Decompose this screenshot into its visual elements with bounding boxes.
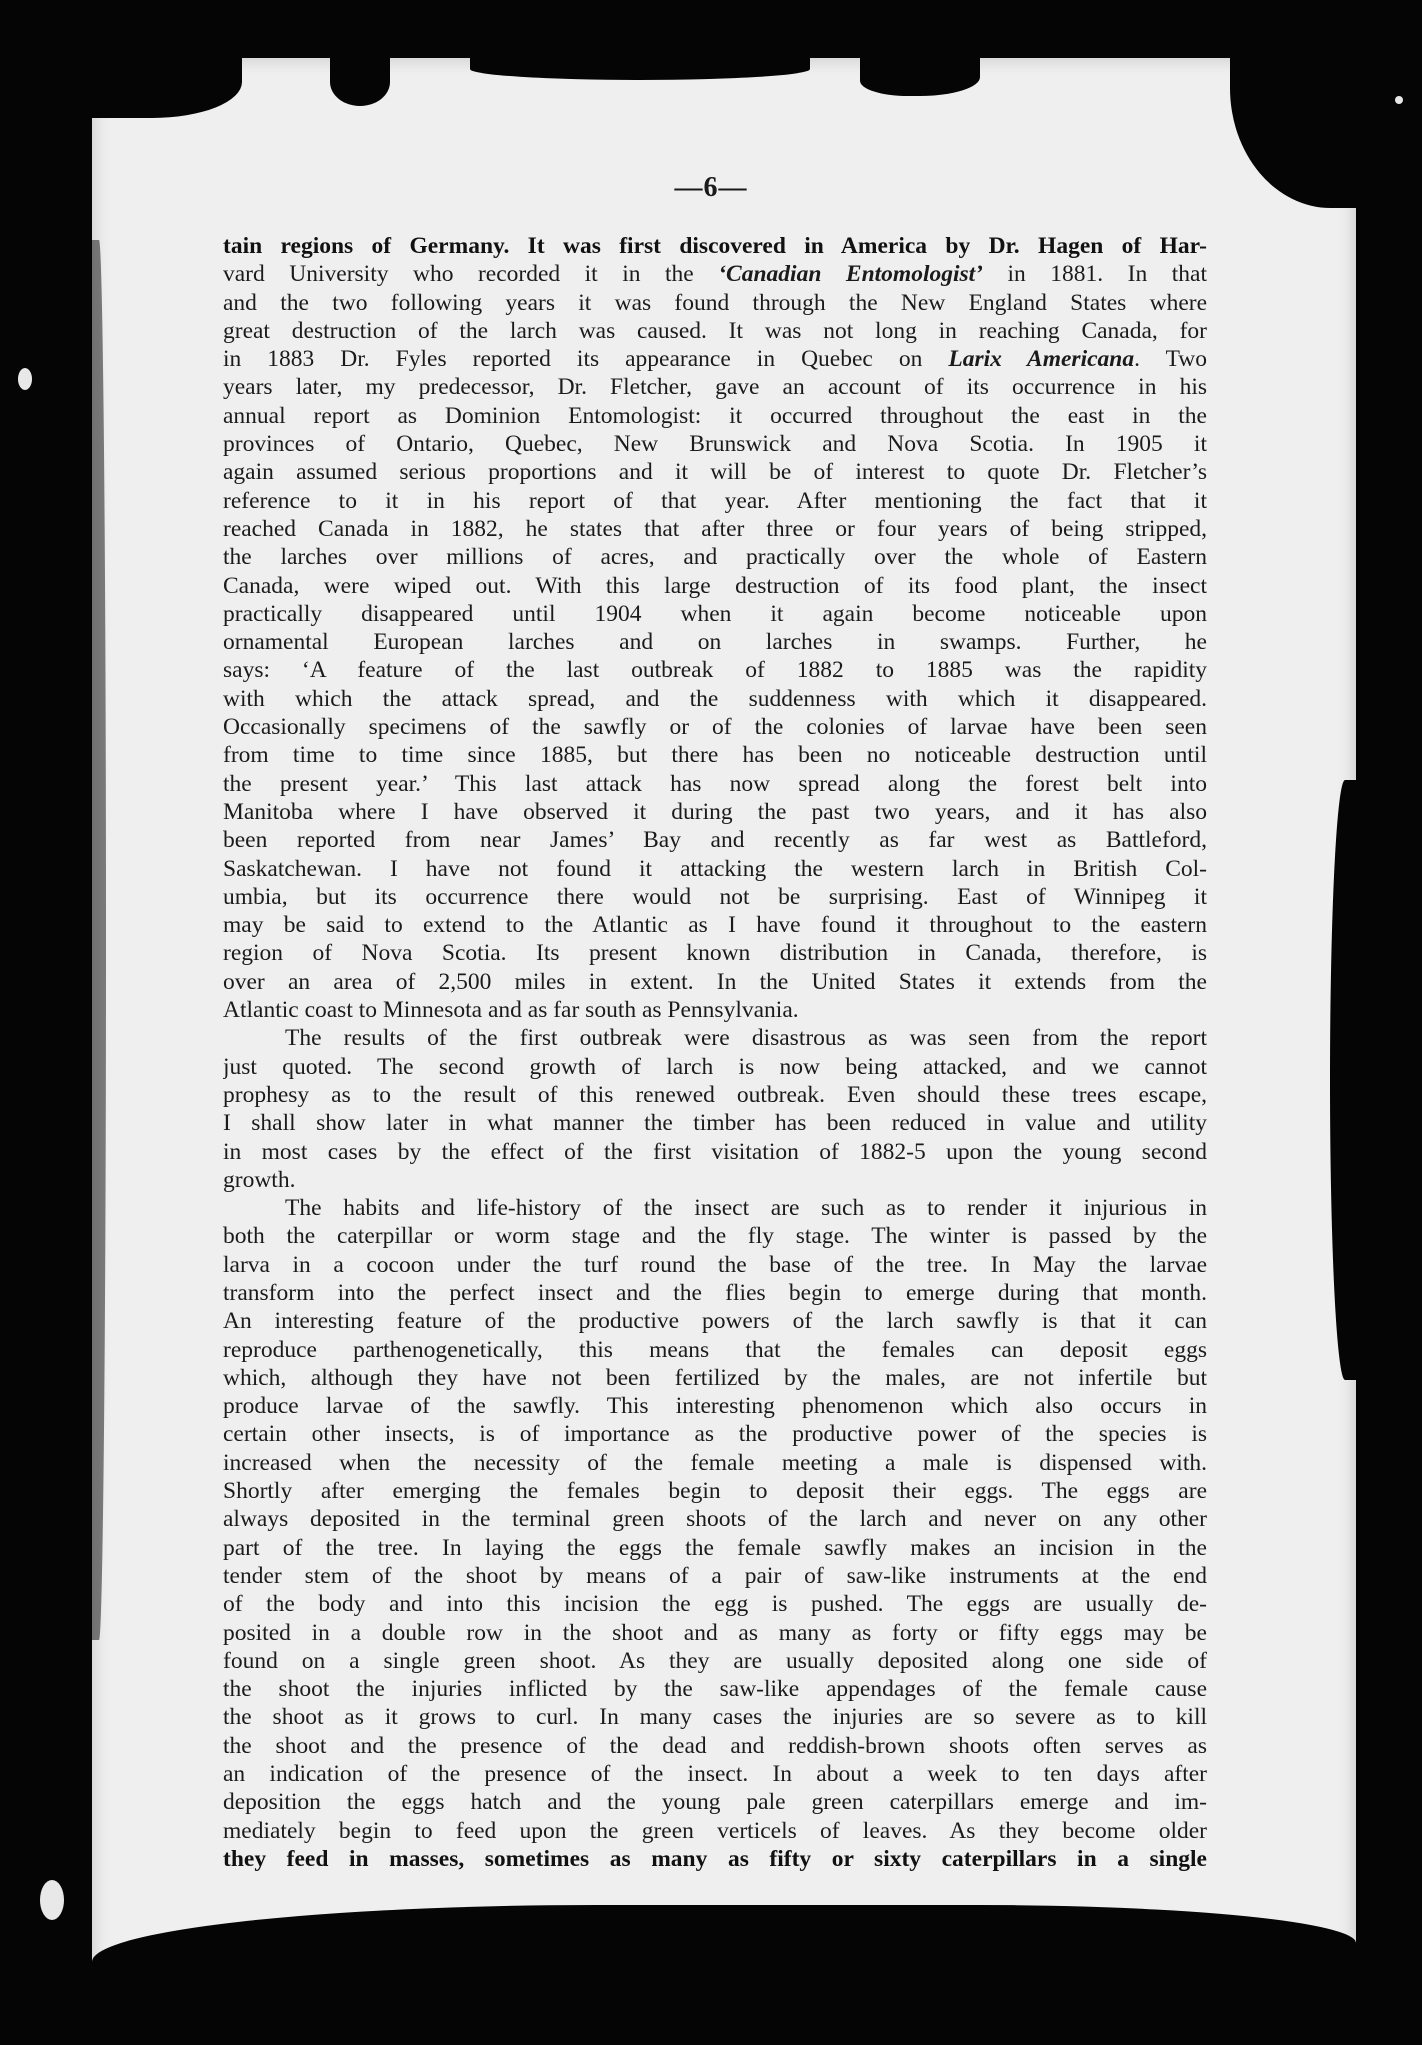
text-line: which, although they have not been fertilized by the males, are not infertile but: [223, 1364, 1207, 1391]
text-line: The habits and life-history of the insect are such as to render it injurious in: [285, 1195, 1207, 1222]
text-line: just quoted. The second growth of larch is now being attacked, and we cannot: [223, 1053, 1207, 1080]
text-line: Occasionally specimens of the sawfly or of the colonies of larvae have been seen: [223, 714, 1207, 741]
text-line: been reported from near James’ Bay and recently as far west as Battleford,: [223, 827, 1207, 854]
text-line: Manitoba where I have observed it during the past two years, and it has also: [223, 798, 1207, 825]
text-line: tain regions of Germany. It was first discovered in America by Dr. Hagen of Har-: [223, 233, 1207, 259]
text-line: with which the attack spread, and the suddenness with which it disappeared.: [223, 685, 1207, 712]
page-number: —6—: [674, 172, 748, 203]
torn-edge: [1330, 780, 1360, 1380]
text-line: increased when the necessity of the female meeting a male is dispensed with.: [223, 1449, 1207, 1476]
text-line: part of the tree. In laying the eggs the female sawfly makes an incision in the: [223, 1534, 1207, 1561]
text-line: an indication of the presence of the insect. In about a week to ten days after: [223, 1761, 1207, 1788]
text-line: Canada, were wiped out. With this large destruction of its food plant, the insect: [223, 572, 1207, 599]
text-line: growth.: [223, 1166, 296, 1193]
text-line: they feed in masses, sometimes as many as fifty or sixty caterpillars in a single: [223, 1845, 1207, 1872]
paper-fragment: [1395, 96, 1403, 104]
text-line: The results of the first outbreak were disastrous as was seen from the report: [285, 1025, 1207, 1052]
text-line: I shall show later in what manner the timber has been reduced in value and utility: [223, 1110, 1207, 1137]
torn-edge: [860, 58, 980, 96]
text-line: great destruction of the larch was caused. It was not long in reaching Canada, for: [223, 317, 1207, 344]
text-line: may be said to extend to the Atlantic as I have found it throughout to the eastern: [223, 912, 1207, 939]
text-line: from time to time since 1885, but there has been no noticeable destruction until: [223, 742, 1207, 769]
text-line: vard University who recorded it in the ‘Canadian Entomologist’ in 1881. In that: [223, 261, 1207, 288]
text-line: says: ‘A feature of the last outbreak of 1882 to 1885 was the rapidity: [223, 657, 1207, 684]
text-line: the larches over millions of acres, and practically over the whole of Eastern: [223, 544, 1207, 571]
torn-edge: [92, 1905, 1356, 2000]
text-line: mediately begin to feed upon the green verticels of leaves. As they become older: [223, 1817, 1207, 1844]
text-line: annual report as Dominion Entomologist: it occurred throughout the east in the: [223, 402, 1207, 429]
text-line: larva in a cocoon under the turf round the base of the tree. In May the larvae: [223, 1251, 1207, 1278]
text-line: provinces of Ontario, Quebec, New Brunswick and Nova Scotia. In 1905 it: [223, 431, 1207, 458]
text-line: umbia, but its occurrence there would not be surprising. East of Winnipeg it: [223, 883, 1207, 910]
text-line: An interesting feature of the productive powers of the larch sawfly is that it can: [223, 1308, 1207, 1335]
text-line: certain other insects, is of importance as the productive power of the species is: [223, 1421, 1207, 1448]
text-line: in 1883 Dr. Fyles reported its appearance in Quebec on Larix Americana. Two: [223, 346, 1207, 373]
text-line: reproduce parthenogenetically, this means that the females can deposit eggs: [223, 1336, 1207, 1363]
text-line: the present year.’ This last attack has now spread along the forest belt into: [223, 770, 1207, 797]
text-line: reference to it in his report of that year. After mentioning the fact that it: [223, 487, 1207, 514]
text-line: produce larvae of the sawfly. This interesting phenomenon which also occurs in: [223, 1393, 1207, 1420]
text-line: and the two following years it was found through the New England States where: [223, 289, 1207, 316]
text-line: reached Canada in 1882, he states that after three or four years of being stripped,: [223, 515, 1207, 542]
page-shadow: [92, 240, 106, 1640]
body-text: [223, 232, 1207, 1873]
text-line: of the body and into this incision the egg is pushed. The eggs are usually de-: [223, 1591, 1207, 1618]
text-line: years later, my predecessor, Dr. Fletcher, gave an account of its occurrence in his: [223, 374, 1207, 401]
text-line: posited in a double row in the shoot and as many as forty or fifty eggs may be: [223, 1619, 1207, 1646]
torn-edge: [330, 58, 390, 106]
text-line: over an area of 2,500 miles in extent. In the United States it extends from the: [223, 968, 1207, 995]
text-line: transform into the perfect insect and the flies begin to emerge during that month.: [223, 1279, 1207, 1306]
text-line: both the caterpillar or worm stage and the fly stage. The winter is passed by the: [223, 1223, 1207, 1250]
paper-fragment: [40, 1880, 64, 1920]
text-line: found on a single green shoot. As they are usually deposited along one side of: [223, 1647, 1207, 1674]
text-line: tender stem of the shoot by means of a pair of saw-like instruments at the end: [223, 1562, 1207, 1589]
text-line: always deposited in the terminal green shoots of the larch and never on any other: [223, 1506, 1207, 1533]
text-line: prophesy as to the result of this renewed outbreak. Even should these trees escape,: [223, 1081, 1207, 1108]
torn-edge: [470, 58, 810, 80]
text-line: the shoot the injuries inflicted by the saw-like appendages of the female cause: [223, 1676, 1207, 1703]
text-line: the shoot and the presence of the dead and reddish-brown shoots often serves as: [223, 1732, 1207, 1759]
text-line: in most cases by the effect of the first visitation of 1882-5 upon the young second: [223, 1138, 1207, 1165]
text-line: region of Nova Scotia. Its present known distribution in Canada, therefore, is: [223, 940, 1207, 967]
text-line: again assumed serious proportions and it will be of interest to quote Dr. Fletcher’s: [223, 459, 1207, 486]
text-line: the shoot as it grows to curl. In many cases the injuries are so severe as to kill: [223, 1704, 1207, 1731]
text-line: practically disappeared until 1904 when it again become noticeable upon: [223, 600, 1207, 627]
text-line: ornamental European larches and on larches in swamps. Further, he: [223, 629, 1207, 656]
text-line: Saskatchewan. I have not found it attacking the western larch in British Col-: [223, 855, 1207, 882]
text-line: deposition the eggs hatch and the young pale green caterpillars emerge and im-: [223, 1789, 1207, 1816]
text-line: Atlantic coast to Minnesota and as far south as Pennsylvania.: [223, 997, 799, 1024]
paper-fragment: [18, 368, 32, 390]
text-line: Shortly after emerging the females begin to deposit their eggs. The eggs are: [223, 1478, 1207, 1505]
